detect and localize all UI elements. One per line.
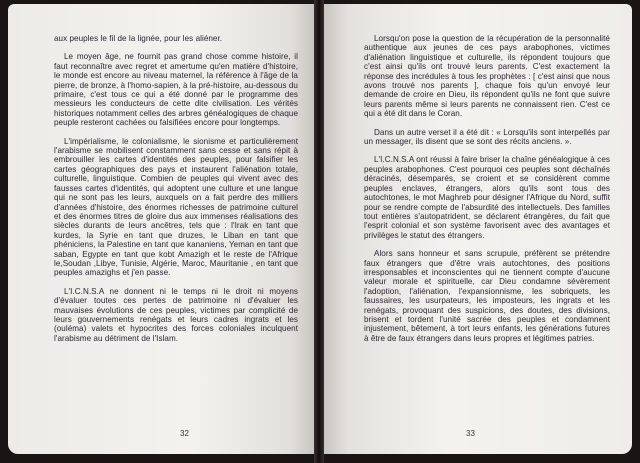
- left-paragraph-4: L'I.C.N.S.A ne donnent ni le temps ni le droit ni moyens d'évaluer toutes ces pertes de patrimoine ni d'évaluer les mauvaises évolutions de ces peuples, victimes par complicité de leurs gouvernements renégats et leurs cadres ingrats et les (ouléma) valets et hypocrites des forces coloniales inculquent l'arabisme au détriment de l'Islam.: [54, 286, 298, 343]
- right-paragraph-2: Dans un autre verset il a été dit : « Lorsqu'ils sont interpellés par un messager, ils disent que se sont des récits anciens. ».: [364, 127, 610, 147]
- right-page: [324, 4, 632, 454]
- right-paragraph-1: Lorsqu'on pose la question de la récupération de la personnalité authentique aux jeunes de ces pays arabophones, victimes d'aliénation linguistique et culturelle, ils répondent toujours que c'est ainsi qu'ils ont trouvé leurs parents. C'est exactement la réponse des incrédules à tous les prophètes : [ c'est ainsi que nous avons trouvé nos parents ], chaque fois qu'un envoyé leur demande de croire en Dieu, ils répondent qu'ils ne font que suivre leurs parents même si leurs parents ne connaissent rien. C'est ce qui a été dit dans le Coran.: [364, 34, 610, 119]
- left-paragraph-1: aux peuples le fil de la lignée, pour les aliéner.: [54, 34, 223, 43]
- right-paragraph-4: Alors sans honneur et sans scrupule, préfèrent se prétendre faux étrangers que d'être vrais autochtones, des positions irresponsables et inconscientes qui ne tiennent compte d'aucune valeur morale et spirituelle, car Dieu condamne sévèrement l'adoption, l'aliénation, l'expansionnisme, les sobriquets, les faussaires, les usurpateurs, les imposteurs, les ingrats et les renégats, provoquant des suspicions, des doutes, des divisions, brisent et tordent l'unité sacrée des peuples et condamnent injustement, bêtement, à tort leurs enfants, les générations futures à être de faux étrangers dans leurs propres et légitimes patries.: [364, 249, 610, 343]
- right-page-number: 33: [466, 429, 475, 438]
- left-page: [8, 4, 314, 454]
- left-paragraph-3: L'impérialisme, le colonialisme, le sionisme et particulièrement l'arabisme se mobilisent constamment sans cesse et sans répit à embrouiller les cartes d'identités des peuples, pour falsifier les cartes géographiques des pays et instaurent l'aliénation totale, culturelle, linguistique. Combien de peuples qui vivent avec des fausses cartes d'identités, qui adoptent une culture et une langue qui ne sont pas les leurs, auxquels on a fait perdre des milliers d'années d'histoire, des énormes richesses de patrimoine culturel et des énormes titres de gloire dus aux immenses réalisations des siècles durants de leurs ancêtres, tels que : l'Irak en tant que kurdes, la Syrie en tant que druzes, le Liban en tant que phéniciens, la Palestine en tant que kananiens, Yeman en tant que saban, Egypte en tant que kobt Amazigh et le reste de l'Afrique le,Soudan ,Libye, Tunisie, Algérie, Maroc, Mauritanie , en tant que peuples amazighs et j'en passe.: [54, 136, 298, 278]
- left-paragraph-2: Le moyen âge, ne fournit pas grand chose comme histoire, il faut reconnaître avec regret et amertume qu'en matière d'histoire, le monde est encore au niveau maternel, la référence à l'âge de la pierre, de bronze, à l'homo-sapien, à la pré-histoire, au-dessous du primaire, c'est tous ce qui a été donné par le programme des messieurs les conducteurs de cette dite civilisation. Les vérités historiques notamment celles des arbres généalogiques de chaque peuple resteront cachées ou falsifiées encore pour longtemps.: [54, 52, 298, 128]
- book-gutter: [314, 0, 324, 463]
- left-page-number: 32: [180, 429, 189, 438]
- right-paragraph-3: L'I.C.N.S.A ont réussi à faire briser la chaîne généalogique à ces peuples arabophones. C'est pourquoi ces peuples sont déchaînés déracinés, désemparés, se croient et se considèrent comme peuples enclaves, étrangers, alors qu'ils sont tous des autochtones, le mot Maghreb pour désigner l'Afrique du Nord, suffit pour se rendre compte de l'absurdité des intellectuels. Des familles tout entières s'autopatrident, se déclarent étrangères, du fait que l'esprit colonial et son système favorisent avec des avantages et privilèges le statut des étrangers.: [364, 155, 610, 240]
